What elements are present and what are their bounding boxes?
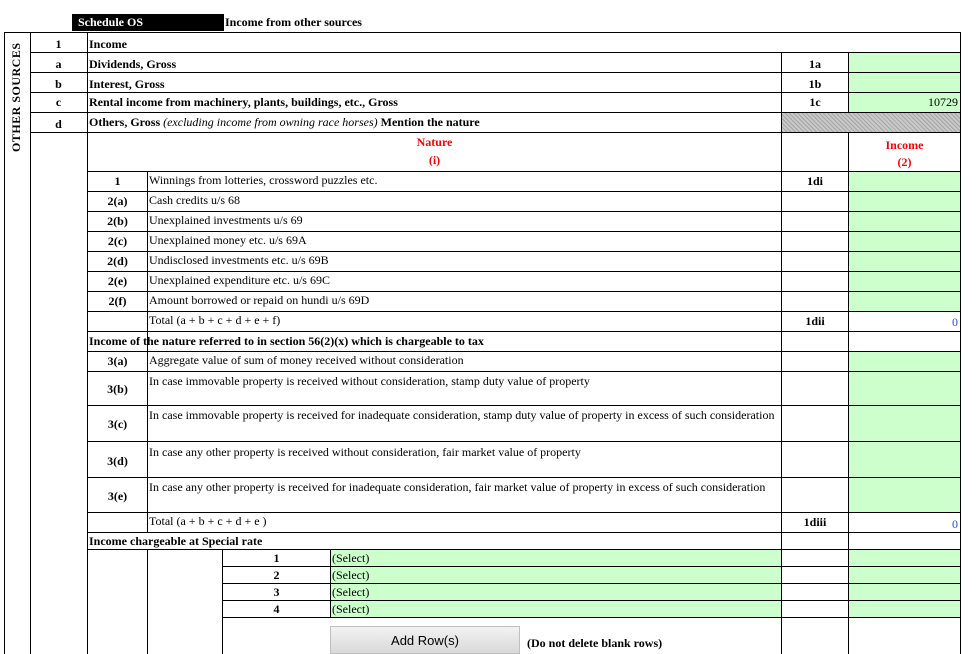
others-num: 2(c) [107,234,128,248]
row-letter-a: a [55,57,62,71]
input-3d[interactable] [849,442,960,477]
value-1c: 10729 [928,95,958,109]
total-3-value: 0 [952,517,958,531]
side-label: OTHER SOURCES [9,42,23,152]
special-row-num: 4 [273,602,280,616]
others-label: Winnings from lotteries, crossword puzzles etc. [149,173,378,187]
row-letter-c: c [55,95,62,109]
total-2-label: Total (a + b + c + d + e + f) [149,313,281,327]
input-2a[interactable] [849,192,960,211]
code-1diii: 1diii [803,515,827,529]
code-1dii: 1dii [805,314,825,328]
others-label [89,115,779,130]
special-row-num: 1 [273,551,280,565]
special-row-num: 3 [273,585,280,599]
special-select-text[interactable]: (Select) [332,551,370,565]
section-num: 3(b) [107,382,128,396]
rental-label: Rental income from machinery, plants, buildings, etc., Gross [89,95,398,109]
interest-label: Interest, Gross [89,77,165,91]
input-2b[interactable] [849,212,960,231]
schedule-name: Schedule OS [78,15,144,29]
total-3-label: Total (a + b + c + d + e ) [149,514,267,528]
income-header: Income [885,138,924,152]
section-num: 3(d) [107,454,128,468]
special-amount-4[interactable] [849,601,960,618]
code-1c: 1c [809,95,821,109]
special-select-text[interactable]: (Select) [332,585,370,599]
section-num: 3(e) [107,489,128,503]
section-label: In case any other property is received for inadequate consideration, fair market value of property in excess of such consideration [149,480,766,494]
special-rate-heading: Income chargeable at Special rate [89,534,263,548]
code-1b: 1b [808,77,822,91]
add-row-button[interactable]: Add Row(s) [330,626,520,654]
others-num: 2(a) [107,194,128,208]
special-select-text[interactable]: (Select) [332,602,370,616]
special-select-text[interactable]: (Select) [332,568,370,582]
row-letter-d: d [55,117,62,131]
input-2d[interactable] [849,252,960,271]
input-3e[interactable] [849,478,960,512]
input-2e[interactable] [849,272,960,291]
others-num: 2(d) [107,254,128,268]
income-header-sub: (2) [897,155,912,169]
others-label-italic: (excluding income from owning race horses) [163,115,378,129]
others-num: 2(e) [107,274,128,288]
disabled-cell-others [782,113,960,132]
section-label: In case any other property is received without consideration, fair market value of property [149,445,581,459]
add-row-note: (Do not delete blank rows) [527,636,663,650]
others-label: Undisclosed investments etc. u/s 69B [149,253,329,267]
others-label: Unexplained expenditure etc. u/s 69C [149,273,330,287]
others-num: 2(b) [107,214,128,228]
input-3c[interactable] [849,406,960,441]
schedule-title: Income from other sources [225,15,362,29]
section-label: Aggregate value of sum of money received without consideration [149,353,464,367]
section-label: In case immovable property is received for inadequate consideration, stamp duty value of property in excess of such consideration [149,408,775,422]
others-label: Unexplained money etc. u/s 69A [149,233,307,247]
code-1di: 1di [806,174,823,188]
input-3b[interactable] [849,372,960,405]
input-winnings[interactable] [849,171,960,191]
input-3a[interactable] [849,352,960,371]
input-2f[interactable] [849,292,960,311]
input-interest[interactable] [849,73,960,92]
section-num: 3(c) [107,417,128,431]
special-amount-3[interactable] [849,584,960,601]
income-heading: Income [89,37,127,51]
dividends-label: Dividends, Gross [89,57,177,71]
others-label-bold: Others, Gross [89,115,161,129]
others-num: 2(f) [108,294,127,308]
others-label: Unexplained investments u/s 69 [149,213,303,227]
special-amount-2[interactable] [849,567,960,584]
others-num: 1 [114,174,121,188]
others-label: Cash credits u/s 68 [149,193,240,207]
row-num-1: 1 [55,37,62,51]
nature-header-sub: (i) [428,153,441,167]
input-dividends[interactable] [849,53,960,72]
section-label: In case immovable property is received without consideration, stamp duty value of property [149,374,590,388]
code-1a: 1a [809,57,821,71]
section-num: 3(a) [107,354,128,368]
total-2-value: 0 [952,315,958,329]
special-row-num: 2 [273,568,280,582]
others-label-tail: Mention the nature [380,115,480,129]
section-56-heading: Income of the nature referred to in section 56(2)(x) which is chargeable to tax [89,334,484,348]
input-2c[interactable] [849,232,960,251]
others-label: Amount borrowed or repaid on hundi u/s 69D [149,293,370,307]
special-amount-1[interactable] [849,550,960,567]
nature-header: Nature [416,135,453,149]
row-letter-b: b [55,77,62,91]
